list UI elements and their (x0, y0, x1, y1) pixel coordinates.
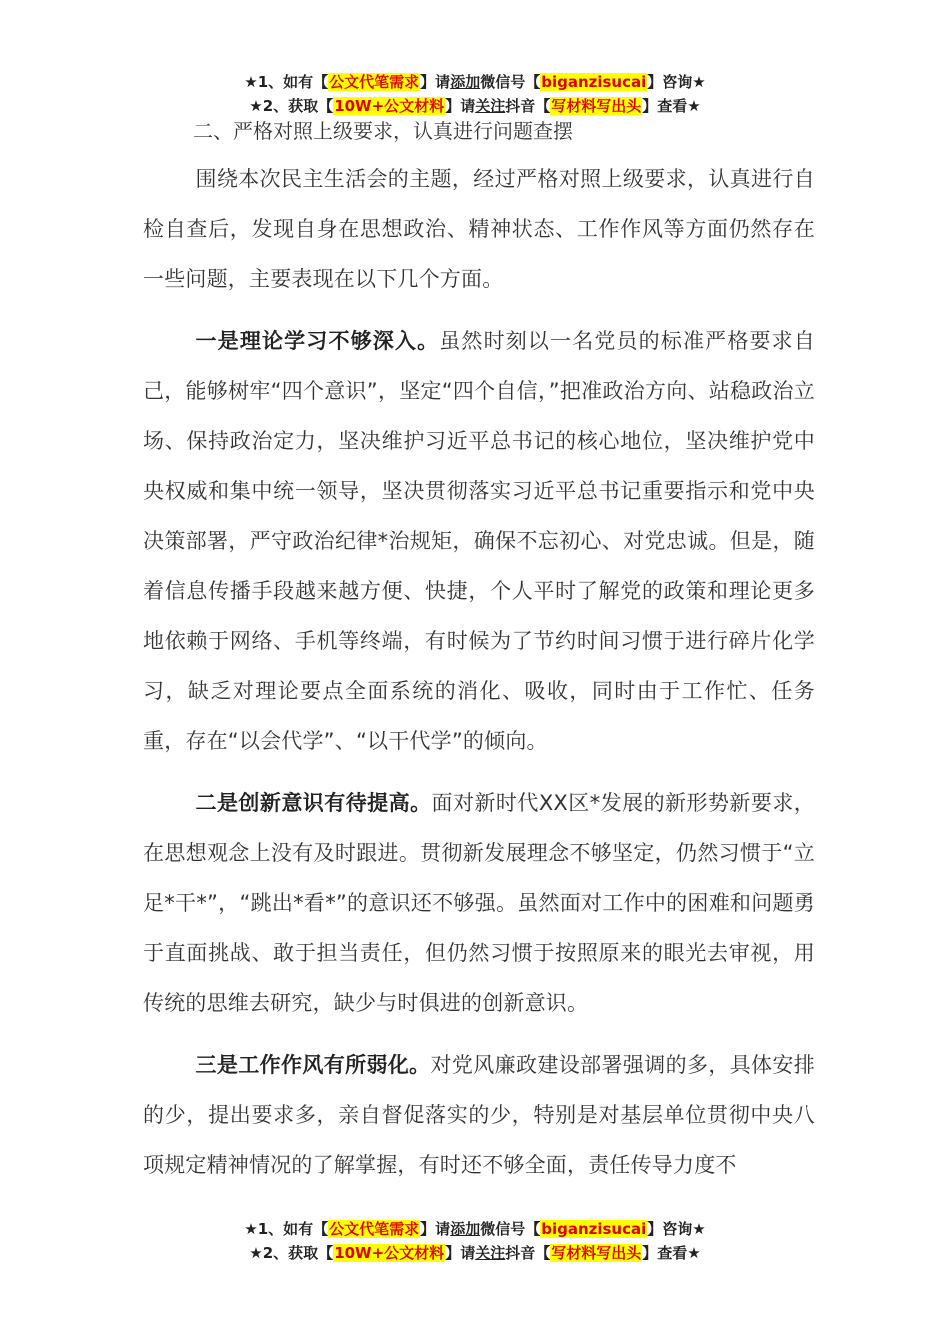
banner-text: 抖音【 (505, 1244, 551, 1262)
paragraph-body: 面对新时代XX区*发展的新形势新要求，在思想观念上没有及时跟进。贯彻新发展理念不够坚定，仍然习惯于“立足*干*”，“跳出*看*”的意识还不够强。虽然面对工作中的困难和问题勇于直面挑战、敢于担当责任，但仍然习惯于按照原来的眼光去审视，用传统的思维去研究，缺少与时俱进的创新意识。 (143, 791, 816, 1015)
footer-banner (0, 1217, 950, 1265)
banner-line-2 (0, 1241, 950, 1265)
banner-text: ★2、获取【 (249, 1244, 334, 1262)
section-heading: 二、严格对照上级要求，认真进行问题查摆 (193, 119, 573, 143)
banner-highlight: 公文代笔需求 (329, 73, 420, 91)
paragraph-body: 对党风廉政建设部署强调的多，具体安排的少，提出要求多，亲自督促落实的少，特别是对基层单位贯彻中央八项规定精神情况的了解掌握，有时还不够全面，责任传导力度不 (143, 1053, 815, 1177)
intro-paragraph: 围绕本次民主生活会的主题，经过严格对照上级要求，认真进行自检自查后，发现自身在思想政治、精神状态、工作作风等方面仍然存在一些问题，主要表现在以下几个方面。 (143, 167, 815, 291)
banner-text: ★1、如有【 (244, 1220, 329, 1238)
banner-highlight: biganzisucai (541, 1220, 647, 1238)
banner-text: 微信号【 (480, 73, 541, 91)
banner-text: 】查看★ (642, 1244, 701, 1262)
banner-underlined: 关注 (475, 1244, 506, 1262)
banner-text: 微信号【 (480, 1220, 541, 1238)
banner-text: 】咨询★ (647, 1220, 706, 1238)
banner-highlight: 写材料写出头 (551, 1244, 642, 1262)
banner-text: 抖音【 (505, 97, 551, 115)
banner-underlined: 关注 (475, 97, 506, 115)
banner-text: 】请 (445, 1244, 476, 1262)
document-body (143, 108, 815, 1202)
paragraph-lead: 一是理论学习不够深入。 (195, 329, 440, 353)
banner-text: ★1、如有【 (244, 73, 329, 91)
banner-highlight: 10W+公文材料 (334, 97, 445, 115)
banner-text: ★2、获取【 (249, 97, 334, 115)
banner-highlight: biganzisucai (541, 73, 647, 91)
paragraph-lead: 三是工作作风有所弱化。 (195, 1053, 431, 1077)
paragraph-item-1 (143, 316, 815, 766)
banner-underlined: 添加 (450, 73, 481, 91)
paragraph-lead: 二是创新意识有待提高。 (195, 791, 432, 815)
banner-text: 】请 (445, 97, 476, 115)
paragraph-body: 虽然时刻以一名党员的标准严格要求自己，能够树牢“四个意识”，坚定“四个自信，”把准政治方向、站稳政治立场、保持政治定力，坚决维护习近平总书记的核心地位，坚决维护党中央权威和集中统一领导，坚决贯彻落实习近平总书记重要指示和党中央决策部署，严守政治纪律*治规矩，确保不忘初心、对党忠诚。但是，随着信息传播手段越来越方便、快捷，个人平时了解党的政策和理论更多地依赖于网络、手机等终端，有时候为了节约时间习惯于进行碎片化学习，缺乏对理论要点全面系统的消化、吸收，同时由于工作忙、任务重，存在“以会代学”、“以干代学”的倾向。 (143, 329, 815, 753)
banner-highlight: 10W+公文材料 (334, 1244, 445, 1262)
banner-highlight: 写材料写出头 (551, 97, 642, 115)
banner-text: 】咨询★ (647, 73, 706, 91)
paragraph-item-3 (143, 1040, 815, 1190)
banner-text: 】请 (420, 73, 451, 91)
banner-underlined: 添加 (450, 1220, 481, 1238)
banner-line-1 (0, 1217, 950, 1241)
banner-highlight: 公文代笔需求 (329, 1220, 420, 1238)
paragraph-item-2 (143, 778, 815, 1028)
banner-line-1 (0, 70, 950, 94)
banner-text: 】查看★ (642, 97, 701, 115)
banner-text: 】请 (420, 1220, 451, 1238)
